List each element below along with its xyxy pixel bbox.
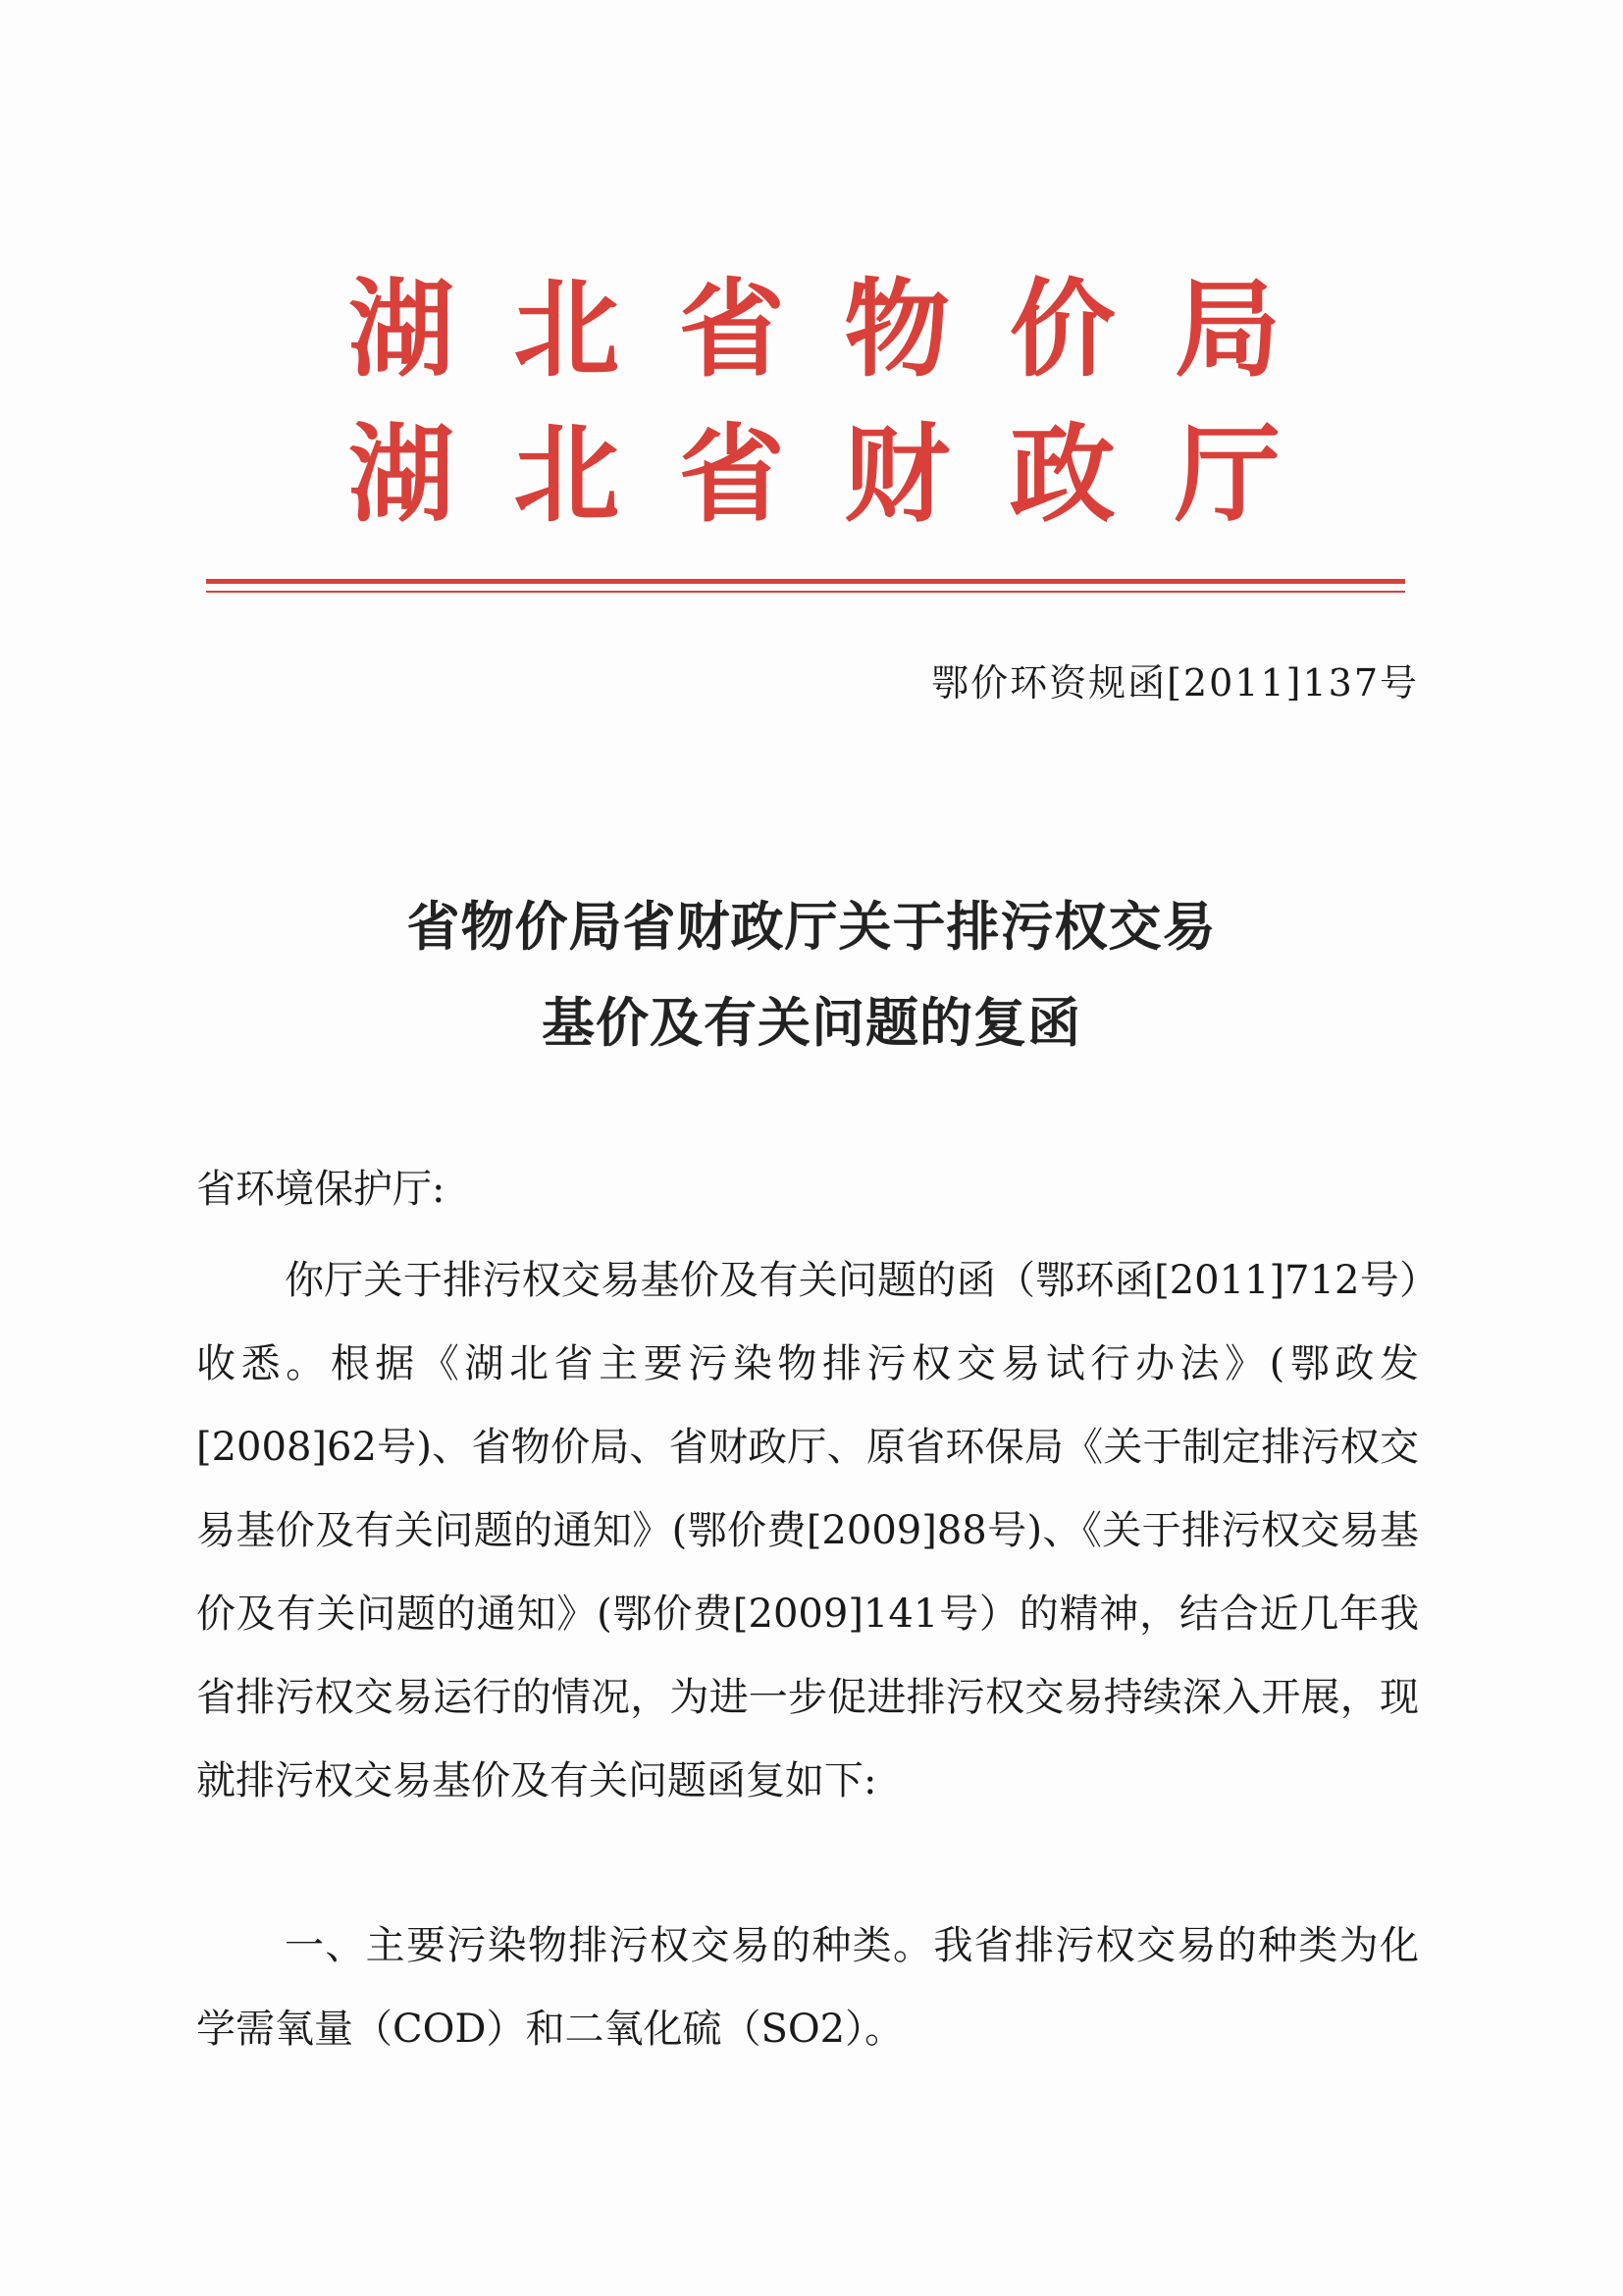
letterhead-char: 湖 — [348, 413, 455, 537]
letterhead-char: 北 — [513, 268, 620, 391]
letterhead-line-2 — [348, 413, 1281, 537]
letterhead-char: 湖 — [348, 268, 455, 391]
letterhead-char: 物 — [844, 268, 951, 391]
letterhead-char: 省 — [678, 268, 785, 391]
letterhead-char: 财 — [844, 413, 951, 537]
document-number: 鄂价环资规函[2011]137号 — [931, 661, 1419, 704]
letterhead-char: 政 — [1009, 413, 1116, 537]
letterhead-char: 局 — [1174, 268, 1281, 391]
letterhead-char: 厅 — [1174, 413, 1281, 537]
letterhead-char: 北 — [513, 413, 620, 537]
letterhead-divider-thin — [206, 591, 1405, 593]
letterhead-char: 省 — [678, 413, 785, 537]
salutation: 省环境保护厅: — [196, 1167, 445, 1212]
letterhead-line-1 — [348, 268, 1281, 391]
letterhead-divider-thick — [206, 579, 1405, 584]
letterhead-char: 价 — [1009, 268, 1116, 391]
body-paragraph: 你厅关于排污权交易基价及有关问题的函（鄂环函[2011]712号）收悉。根据《湖北省主要污染物排污权交易试行办法》(鄂政发[2008]62号)、省物价局、省财政厅、原省环保局《关于制定排污权交易基价及有关问题的通知》(鄂价费[2009]88号)、《关于排污权交易基价及有关问题的通知》(鄂价费[2009]141号）的精神，结合近几年我省排污权交易运行的情况，为进一步促进排污权交易持续深入开展，现就排污权交易基价及有关问题函复如下: — [196, 1258, 1419, 1803]
document-title-line-2: 基价及有关问题的复函 — [542, 992, 1081, 1054]
document-title-line-1: 省物价局省财政厅关于排污权交易 — [406, 896, 1217, 958]
body-paragraph: 一、主要污染物排污权交易的种类。我省排污权交易的种类为化学需氧量（COD）和二氧化硫（SO2）。 — [196, 1923, 1419, 2052]
